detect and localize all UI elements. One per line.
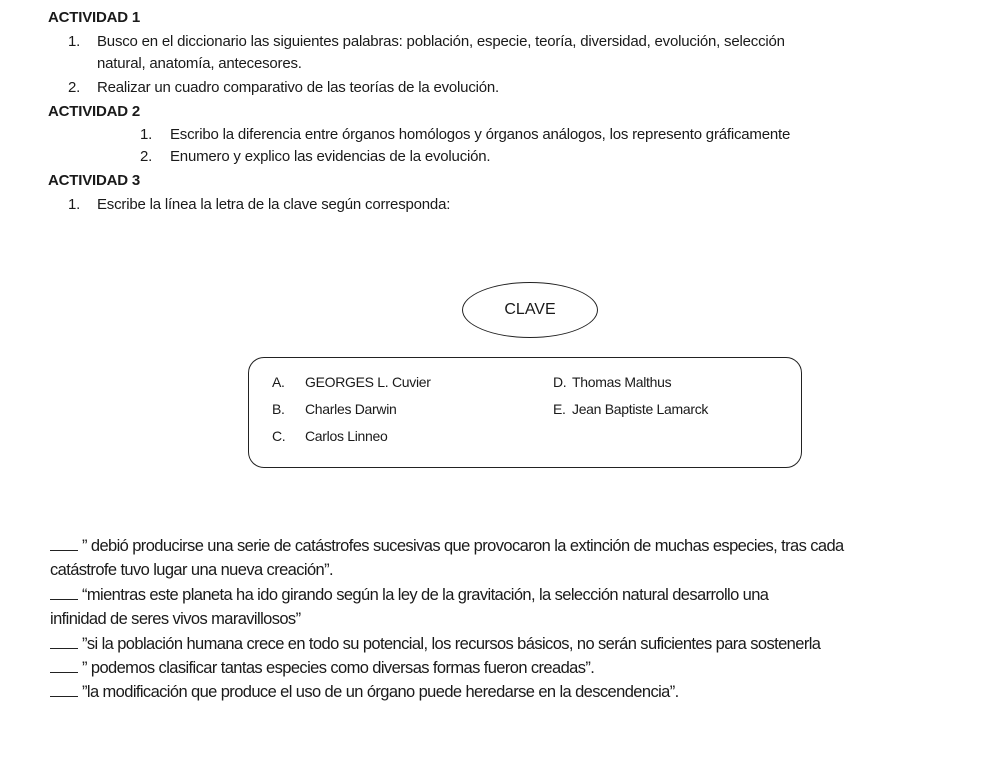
clave-name: GEORGES L. Cuvier bbox=[305, 374, 431, 390]
actividad-2-heading: ACTIVIDAD 2 bbox=[48, 103, 140, 120]
clave-letter: B. bbox=[272, 401, 285, 417]
list-item-text: Escribe la línea la letra de la clave según corresponda: bbox=[97, 196, 451, 213]
list-item-text: natural, anatomía, antecesores. bbox=[97, 55, 302, 72]
clave-letter: E. bbox=[553, 401, 566, 417]
clave-name: Thomas Malthus bbox=[572, 374, 672, 390]
clave-ellipse bbox=[462, 282, 598, 338]
list-item-text: Enumero y explico las evidencias de la evolución. bbox=[170, 148, 491, 165]
quote-text: infinidad de seres vivos maravillosos” bbox=[50, 610, 301, 628]
quote-item bbox=[50, 658, 594, 678]
quote-item bbox=[50, 536, 844, 556]
clave-letter: C. bbox=[272, 428, 286, 444]
list-number: 1. bbox=[140, 126, 153, 143]
answer-blank[interactable] bbox=[50, 536, 78, 551]
quote-text: ”la modificación que produce el uso de un órgano puede heredarse en la descendencia”. bbox=[82, 683, 679, 701]
clave-letter: A. bbox=[272, 374, 285, 390]
answer-blank[interactable] bbox=[50, 658, 78, 673]
clave-name: Jean Baptiste Lamarck bbox=[572, 401, 709, 417]
quote-text: ”si la población humana crece en todo su potencial, los recursos básicos, no serán suficientes para sostenerla bbox=[82, 635, 821, 653]
list-number: 2. bbox=[68, 79, 81, 96]
quote-text: ” podemos clasificar tantas especies como diversas formas fueron creadas”. bbox=[82, 659, 595, 677]
list-item-text: Realizar un cuadro comparativo de las teorías de la evolución. bbox=[97, 79, 499, 96]
quote-item bbox=[50, 585, 768, 605]
actividad-3-heading: ACTIVIDAD 3 bbox=[48, 172, 140, 189]
list-item-text: Escribo la diferencia entre órganos homólogos y órganos análogos, los represento gráficamente bbox=[170, 126, 791, 143]
quote-text: ” debió producirse una serie de catástrofes sucesivas que provocaron la extinción de muchas especies, tras cada bbox=[82, 537, 844, 555]
answer-blank[interactable] bbox=[50, 634, 78, 649]
list-number: 2. bbox=[140, 148, 153, 165]
clave-name: Carlos Linneo bbox=[305, 428, 388, 444]
actividad-1-heading: ACTIVIDAD 1 bbox=[48, 9, 140, 26]
list-number: 1. bbox=[68, 196, 81, 213]
clave-name: Charles Darwin bbox=[305, 401, 397, 417]
clave-title: CLAVE bbox=[504, 301, 556, 318]
answer-blank[interactable] bbox=[50, 682, 78, 697]
list-number: 1. bbox=[68, 33, 81, 50]
list-item-text: Busco en el diccionario las siguientes palabras: población, especie, teoría, diversidad, evolución, selección bbox=[97, 33, 785, 50]
quote-text: “mientras este planeta ha ido girando según la ley de la gravitación, la selección natural desarrollo una bbox=[82, 586, 769, 604]
quote-item bbox=[50, 634, 820, 654]
quote-item bbox=[50, 682, 679, 702]
quote-text: catástrofe tuvo lugar una nueva creación”. bbox=[50, 561, 333, 579]
clave-letter: D. bbox=[553, 374, 567, 390]
answer-blank[interactable] bbox=[50, 585, 78, 600]
